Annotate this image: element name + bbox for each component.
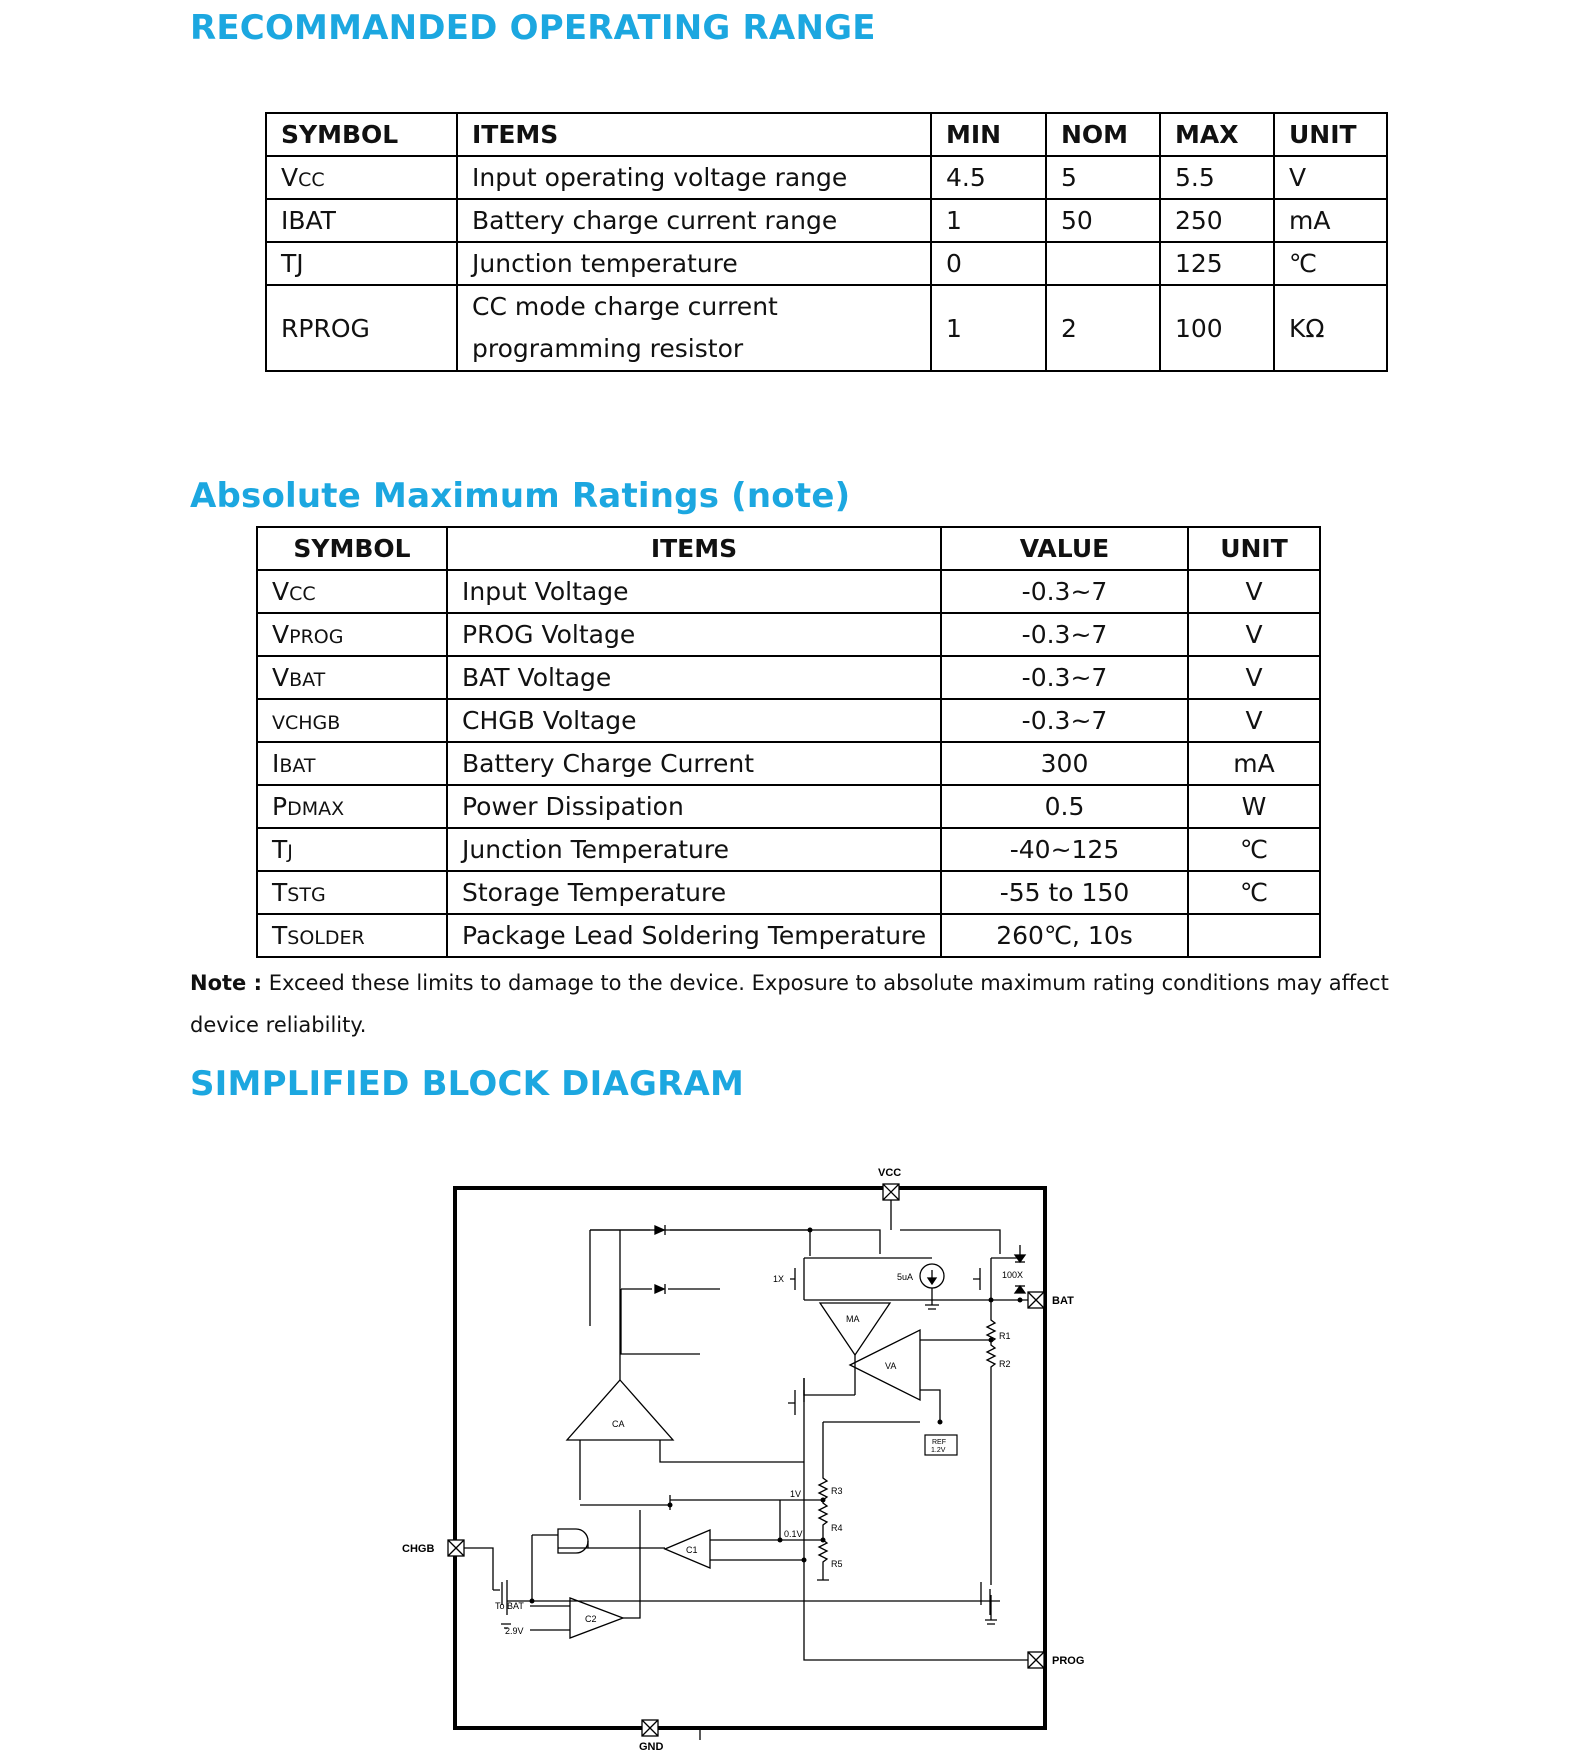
- unit-cell: KΩ: [1274, 285, 1387, 371]
- label-to-bat: To BAT: [495, 1601, 524, 1611]
- header-nom: NOM: [1046, 113, 1160, 156]
- amp-ma: [820, 1303, 890, 1355]
- max-cell: 125: [1160, 242, 1274, 285]
- label-c1: C1: [686, 1545, 698, 1555]
- pin-prog-box: [1028, 1652, 1044, 1668]
- nom-cell: 50: [1046, 199, 1160, 242]
- note-paragraph: [190, 962, 1390, 1046]
- value-cell: -0.3~7: [941, 570, 1188, 613]
- table-row: [266, 285, 1387, 371]
- header-min: MIN: [931, 113, 1046, 156]
- recommended-title: RECOMMANDED OPERATING RANGE: [190, 8, 876, 48]
- table-row: [266, 199, 1387, 242]
- pin-prog-label: PROG: [1052, 1655, 1085, 1667]
- unit-cell: V: [1188, 656, 1320, 699]
- table-row: [257, 914, 1320, 957]
- value-cell: 260℃, 10s: [941, 914, 1188, 957]
- max-cell: 100: [1160, 285, 1274, 371]
- table-row: [257, 699, 1320, 742]
- nom-cell: [1046, 242, 1160, 285]
- pin-gnd-box: [642, 1720, 658, 1736]
- item-cell: Package Lead Soldering Temperature: [447, 914, 941, 957]
- label-r3: R3: [831, 1486, 843, 1496]
- table-row: [257, 785, 1320, 828]
- header-symbol: SYMBOL: [266, 113, 457, 156]
- nom-cell: 2: [1046, 285, 1160, 371]
- unit-cell: V: [1188, 613, 1320, 656]
- header-unit: UNIT: [1188, 527, 1320, 570]
- symbol-cell: PDMAX: [257, 785, 447, 828]
- symbol-cell: IBAT: [257, 742, 447, 785]
- item-cell: BAT Voltage: [447, 656, 941, 699]
- pin-bat-box: [1028, 1292, 1044, 1308]
- label-ma: MA: [846, 1314, 860, 1324]
- symbol-cell: VCHGB: [257, 699, 447, 742]
- table-header-row: [266, 113, 1387, 156]
- symbol-cell: RPROG: [266, 285, 457, 371]
- item-cell: Junction temperature: [457, 242, 931, 285]
- label-c2: C2: [585, 1614, 597, 1624]
- item-cell: Storage Temperature: [447, 871, 941, 914]
- pin-chgb-box: [448, 1540, 464, 1556]
- item-cell: Battery Charge Current: [447, 742, 941, 785]
- symbol-cell: IBAT: [266, 199, 457, 242]
- header-value: VALUE: [941, 527, 1188, 570]
- recommended-operating-table: [265, 112, 1388, 372]
- symbol-cell: TJ: [257, 828, 447, 871]
- symbol-cell: VCC: [257, 570, 447, 613]
- table-header-row: [257, 527, 1320, 570]
- label-29v: 2.9V: [505, 1626, 524, 1636]
- block-diagram-title: SIMPLIFIED BLOCK DIAGRAM: [190, 1064, 744, 1104]
- table-row: [257, 871, 1320, 914]
- item-cell: Junction Temperature: [447, 828, 941, 871]
- block-diagram: [380, 1150, 1140, 1750]
- note-text: Exceed these limits to damage to the device. Exposure to absolute maximum rating conditions may affect device reliability.: [190, 971, 1389, 1037]
- unit-cell: ℃: [1188, 828, 1320, 871]
- header-max: MAX: [1160, 113, 1274, 156]
- item-cell: CC mode charge current programming resistor: [457, 285, 931, 371]
- table-row: [257, 613, 1320, 656]
- header-unit: UNIT: [1274, 113, 1387, 156]
- item-cell: Battery charge current range: [457, 199, 931, 242]
- amp-ca: [567, 1380, 673, 1440]
- unit-cell: ℃: [1274, 242, 1387, 285]
- pin-gnd-label: GND: [639, 1741, 664, 1750]
- min-cell: 1: [931, 285, 1046, 371]
- table-row: [257, 828, 1320, 871]
- symbol-cell: VBAT: [257, 656, 447, 699]
- header-items: ITEMS: [447, 527, 941, 570]
- label-ref-voltage: 1.2V: [931, 1447, 946, 1454]
- value-cell: -0.3~7: [941, 613, 1188, 656]
- max-cell: 5.5: [1160, 156, 1274, 199]
- symbol-cell: TSOLDER: [257, 914, 447, 957]
- table-row: [266, 156, 1387, 199]
- label-01v: 0.1V: [784, 1529, 803, 1539]
- pin-vcc-label: VCC: [878, 1167, 902, 1179]
- header-items: ITEMS: [457, 113, 931, 156]
- unit-cell: W: [1188, 785, 1320, 828]
- unit-cell: [1188, 914, 1320, 957]
- symbol-cell: TSTG: [257, 871, 447, 914]
- max-cell: 250: [1160, 199, 1274, 242]
- note-label: Note :: [190, 971, 262, 995]
- value-cell: -55 to 150: [941, 871, 1188, 914]
- label-r1: R1: [999, 1331, 1011, 1341]
- table-row: [266, 242, 1387, 285]
- item-cell: Input Voltage: [447, 570, 941, 613]
- pin-vcc-box: [883, 1184, 899, 1200]
- label-va: VA: [885, 1361, 897, 1371]
- nom-cell: 5: [1046, 156, 1160, 199]
- chip-outline: [455, 1188, 1045, 1728]
- value-cell: -40~125: [941, 828, 1188, 871]
- min-cell: 4.5: [931, 156, 1046, 199]
- pin-chgb-label: CHGB: [402, 1543, 435, 1555]
- label-1x: 1X: [773, 1274, 785, 1284]
- value-cell: 0.5: [941, 785, 1188, 828]
- item-cell: PROG Voltage: [447, 613, 941, 656]
- absolute-ratings-table: [256, 526, 1321, 958]
- value-cell: 300: [941, 742, 1188, 785]
- header-symbol: SYMBOL: [257, 527, 447, 570]
- label-r5: R5: [831, 1559, 843, 1569]
- label-r4: R4: [831, 1523, 843, 1533]
- item-cell: CHGB Voltage: [447, 699, 941, 742]
- table-row: [257, 656, 1320, 699]
- table-row: [257, 742, 1320, 785]
- unit-cell: ℃: [1188, 871, 1320, 914]
- label-1v: 1V: [790, 1489, 802, 1499]
- label-100x: 100X: [1002, 1270, 1024, 1280]
- unit-cell: mA: [1188, 742, 1320, 785]
- unit-cell: mA: [1274, 199, 1387, 242]
- item-cell: Input operating voltage range: [457, 156, 931, 199]
- symbol-cell: VCC: [266, 156, 457, 199]
- and-gate: [558, 1529, 588, 1553]
- min-cell: 1: [931, 199, 1046, 242]
- min-cell: 0: [931, 242, 1046, 285]
- item-cell: Power Dissipation: [447, 785, 941, 828]
- label-r2: R2: [999, 1359, 1011, 1369]
- label-ref: REF: [932, 1439, 946, 1446]
- unit-cell: V: [1274, 156, 1387, 199]
- label-5ua: 5uA: [897, 1272, 914, 1282]
- absolute-ratings-title: Absolute Maximum Ratings (note): [190, 476, 851, 516]
- unit-cell: V: [1188, 570, 1320, 613]
- label-ca: CA: [612, 1419, 625, 1429]
- value-cell: -0.3~7: [941, 699, 1188, 742]
- unit-cell: V: [1188, 699, 1320, 742]
- value-cell: -0.3~7: [941, 656, 1188, 699]
- symbol-cell: TJ: [266, 242, 457, 285]
- pin-bat-label: BAT: [1052, 1295, 1074, 1307]
- table-row: [257, 570, 1320, 613]
- symbol-cell: VPROG: [257, 613, 447, 656]
